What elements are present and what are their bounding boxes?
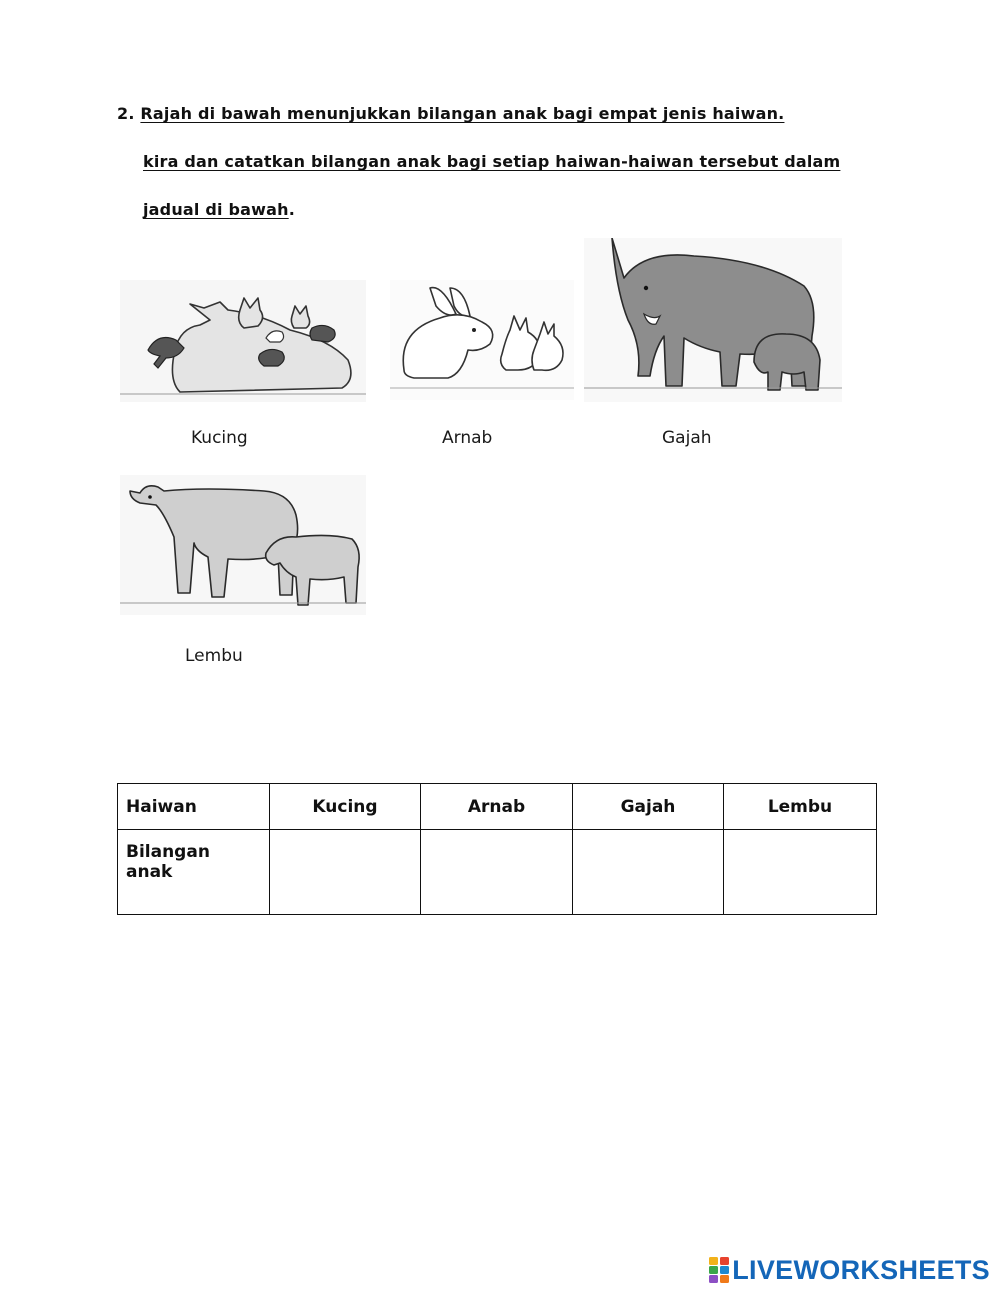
liveworksheets-logo-icon: [708, 1256, 730, 1284]
answer-cell-gajah[interactable]: [573, 830, 724, 915]
header-gajah: Gajah: [573, 784, 724, 830]
header-kucing: Kucing: [270, 784, 421, 830]
caption-kucing: Kucing: [191, 428, 248, 448]
caption-lembu: Lembu: [185, 646, 243, 666]
question-number: 2.: [117, 104, 135, 123]
question-line-3-text: jadual di bawah: [143, 200, 289, 219]
question-line-2: [117, 138, 877, 186]
cat-family-picture: [120, 280, 366, 402]
answer-cell-arnab[interactable]: [421, 830, 573, 915]
rabbit-family-icon: [390, 280, 574, 400]
header-haiwan: Haiwan: [118, 784, 270, 830]
elephant-family-picture: [584, 238, 842, 402]
liveworksheets-logo: [708, 1252, 990, 1288]
caption-arnab: Arnab: [442, 428, 493, 448]
table-row: [118, 830, 877, 915]
cow-family-icon: [120, 475, 366, 615]
brand-name: LIVEWORKSHEETS: [732, 1254, 990, 1285]
question-line-1-text: Rajah di bawah menunjukkan bilangan anak bagi empat jenis haiwan.: [140, 104, 785, 123]
answer-cell-lembu[interactable]: [724, 830, 877, 915]
question-line-2-text: kira dan catatkan bilangan anak bagi setiap haiwan-haiwan tersebut dalam: [143, 152, 841, 171]
caption-gajah: Gajah: [662, 428, 712, 448]
cat-family-icon: [120, 280, 366, 402]
header-lembu: Lembu: [724, 784, 877, 830]
answer-cell-kucing[interactable]: [270, 830, 421, 915]
question-line-1: [117, 90, 877, 138]
table-header-row: [118, 784, 877, 830]
row-label-bilangan-anak: Bilangan anak: [118, 830, 270, 915]
elephant-family-icon: [584, 238, 842, 402]
header-arnab: Arnab: [421, 784, 573, 830]
cow-family-picture: [120, 475, 366, 615]
rabbit-family-picture: [390, 280, 574, 400]
question-line-3-end: .: [288, 200, 295, 219]
answer-table: [117, 783, 877, 915]
question-line-3: [117, 186, 877, 234]
question-text: [117, 90, 877, 234]
